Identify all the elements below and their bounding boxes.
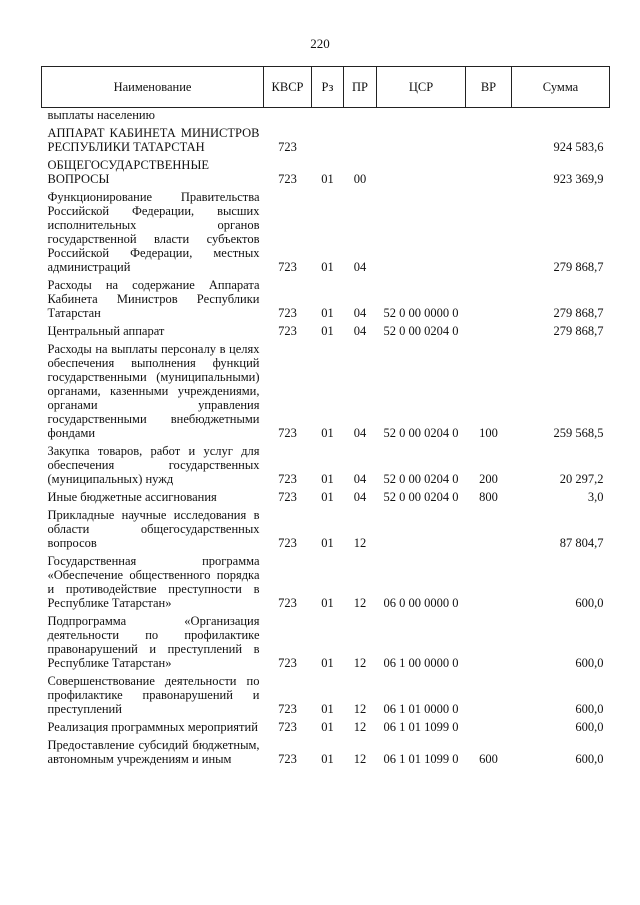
- cell-kvsr: 723: [278, 140, 297, 154]
- table-row: [42, 486, 610, 504]
- cell-pr: 04: [353, 260, 367, 274]
- cell-name: Государственная программа «Обеспечение общественного порядка и противодействие преступности в Республике Татарстан»: [47, 554, 260, 610]
- cell-pr: 04: [353, 324, 367, 338]
- cell-kvsr: 723: [278, 260, 297, 274]
- cell-kvsr: 723: [278, 172, 297, 186]
- cell-vr: 200: [479, 472, 498, 486]
- cell-kvsr: 723: [278, 426, 297, 440]
- cell-sum: 279 868,7: [553, 306, 604, 320]
- cell-kvsr: 723: [278, 324, 297, 338]
- cell-name: Функционирование Правительства Российской Федерации, высших исполнительных органов государственной власти субъектов Российской Федерации, местных администраций: [47, 190, 260, 274]
- cell-pr: 12: [353, 656, 367, 670]
- cell-sum: 600,0: [575, 596, 604, 610]
- cell-sum: 259 568,5: [553, 426, 604, 440]
- budget-table: [41, 66, 610, 766]
- table-body: [42, 108, 610, 767]
- cell-vr: [466, 610, 512, 670]
- cell-rz: 01: [321, 490, 334, 504]
- table-row: [42, 670, 610, 716]
- cell-csr: 52 0 00 0204 0: [383, 472, 459, 486]
- table-header: [42, 67, 610, 108]
- cell-pr: 12: [353, 702, 367, 716]
- table-row: [42, 108, 610, 123]
- page-number: 220: [310, 36, 330, 51]
- cell-pr: 04: [353, 472, 367, 486]
- cell-name: Прикладные научные исследования в области общегосударственных вопросов: [47, 508, 260, 550]
- table-row: [42, 550, 610, 610]
- cell-csr: 06 0 00 0000 0: [383, 596, 459, 610]
- cell-pr: 00: [353, 172, 367, 186]
- cell-rz: 01: [321, 172, 334, 186]
- table-row: [42, 274, 610, 320]
- cell-name: Центральный аппарат: [47, 324, 165, 338]
- cell-kvsr: 723: [278, 306, 297, 320]
- cell-kvsr: 723: [278, 752, 297, 766]
- cell-vr: [466, 122, 512, 154]
- cell-pr: [344, 108, 377, 123]
- header-csr: ЦСР: [377, 67, 466, 108]
- table-row: [42, 504, 610, 550]
- cell-sum: 20 297,2: [559, 472, 604, 486]
- cell-rz: 01: [321, 752, 334, 766]
- cell-name: Расходы на выплаты персоналу в целях обеспечения выполнения функций государственными (муниципальными) органами, казенными учреждениями, органами управления государственными внебюджетными фондами: [47, 342, 260, 440]
- cell-vr: [466, 320, 512, 338]
- cell-sum: 279 868,7: [553, 260, 604, 274]
- cell-sum: [512, 108, 610, 123]
- table-row: [42, 154, 610, 186]
- cell-csr: [377, 122, 466, 154]
- cell-vr: [466, 154, 512, 186]
- cell-csr: [377, 154, 466, 186]
- cell-rz: 01: [321, 596, 334, 610]
- cell-vr: [466, 274, 512, 320]
- header-rz: Рз: [312, 67, 344, 108]
- cell-rz: 01: [321, 324, 334, 338]
- cell-csr: 06 1 01 1099 0: [383, 752, 459, 766]
- cell-name: Подпрограмма «Организация деятельности по профилактике правонарушений и преступлений в Республике Татарстан»: [47, 614, 260, 670]
- table-row: [42, 440, 610, 486]
- cell-sum: 279 868,7: [553, 324, 604, 338]
- cell-kvsr: 723: [278, 490, 297, 504]
- cell-kvsr: [264, 108, 312, 123]
- cell-sum: 600,0: [575, 702, 604, 716]
- cell-pr: 12: [353, 752, 367, 766]
- cell-sum: 924 583,6: [553, 140, 604, 154]
- cell-pr: 12: [353, 720, 367, 734]
- cell-sum: 923 369,9: [553, 172, 604, 186]
- cell-kvsr: 723: [278, 702, 297, 716]
- cell-pr: 04: [353, 306, 367, 320]
- cell-name: Расходы на содержание Аппарата Кабинета Министров Республики Татарстан: [47, 278, 260, 320]
- cell-rz: 01: [321, 260, 334, 274]
- cell-csr: 52 0 00 0204 0: [383, 426, 459, 440]
- cell-vr: [466, 504, 512, 550]
- cell-sum: 3,0: [587, 490, 604, 504]
- cell-sum: 87 804,7: [559, 536, 604, 550]
- table-row: [42, 338, 610, 440]
- cell-csr: 52 0 00 0204 0: [383, 490, 459, 504]
- table-row: [42, 610, 610, 670]
- cell-vr: 600: [479, 752, 498, 766]
- table-row: [42, 716, 610, 734]
- cell-name: АППАРАТ КАБИНЕТА МИНИСТРОВ РЕСПУБЛИКИ ТАТАРСТАН: [47, 126, 260, 154]
- cell-rz: [312, 122, 344, 154]
- cell-csr: 06 1 01 0000 0: [383, 702, 459, 716]
- cell-csr: 06 1 01 1099 0: [383, 720, 459, 734]
- cell-csr: [377, 186, 466, 274]
- cell-csr: 52 0 00 0000 0: [383, 306, 459, 320]
- cell-name: Иные бюджетные ассигнования: [47, 490, 217, 504]
- cell-csr: 06 1 00 0000 0: [383, 656, 459, 670]
- cell-vr: [466, 186, 512, 274]
- header-sum: Сумма: [512, 67, 610, 108]
- cell-vr: [466, 670, 512, 716]
- cell-name: Совершенствование деятельности по профилактике правонарушений и преступлений: [47, 674, 260, 716]
- cell-name: Закупка товаров, работ и услуг для обеспечения государственных (муниципальных) нужд: [47, 444, 260, 486]
- cell-pr: 04: [353, 426, 367, 440]
- cell-rz: 01: [321, 426, 334, 440]
- cell-kvsr: 723: [278, 596, 297, 610]
- cell-pr: 12: [353, 536, 367, 550]
- cell-kvsr: 723: [278, 536, 297, 550]
- cell-rz: [312, 108, 344, 123]
- header-kvsr: КВСР: [264, 67, 312, 108]
- cell-kvsr: 723: [278, 472, 297, 486]
- header-pr: ПР: [344, 67, 377, 108]
- cell-csr: 52 0 00 0204 0: [383, 324, 459, 338]
- cell-vr: [466, 716, 512, 734]
- cell-kvsr: 723: [278, 720, 297, 734]
- cell-rz: 01: [321, 306, 334, 320]
- cell-rz: 01: [321, 702, 334, 716]
- table-row: [42, 122, 610, 154]
- cell-name: Предоставление субсидий бюджетным, автономным учреждениям и иным: [47, 738, 260, 766]
- cell-name: выплаты населению: [47, 108, 155, 122]
- table-row: [42, 320, 610, 338]
- table-row: [42, 186, 610, 274]
- cell-vr: [466, 550, 512, 610]
- cell-pr: [344, 122, 377, 154]
- cell-sum: 600,0: [575, 656, 604, 670]
- cell-vr: [466, 108, 512, 123]
- cell-name: ОБЩЕГОСУДАРСТВЕННЫЕ ВОПРОСЫ: [47, 158, 209, 186]
- cell-pr: 04: [353, 490, 367, 504]
- header-vr: ВР: [466, 67, 512, 108]
- cell-sum: 600,0: [575, 752, 604, 766]
- cell-rz: 01: [321, 720, 334, 734]
- cell-rz: 01: [321, 472, 334, 486]
- cell-vr: 800: [479, 490, 498, 504]
- cell-rz: 01: [321, 656, 334, 670]
- cell-rz: 01: [321, 536, 334, 550]
- cell-csr: [377, 108, 466, 123]
- cell-name: Реализация программных мероприятий: [47, 720, 258, 734]
- cell-vr: 100: [479, 426, 498, 440]
- cell-kvsr: 723: [278, 656, 297, 670]
- header-name: Наименование: [42, 67, 264, 108]
- cell-pr: 12: [353, 596, 367, 610]
- cell-sum: 600,0: [575, 720, 604, 734]
- cell-csr: [377, 504, 466, 550]
- table-row: [42, 734, 610, 766]
